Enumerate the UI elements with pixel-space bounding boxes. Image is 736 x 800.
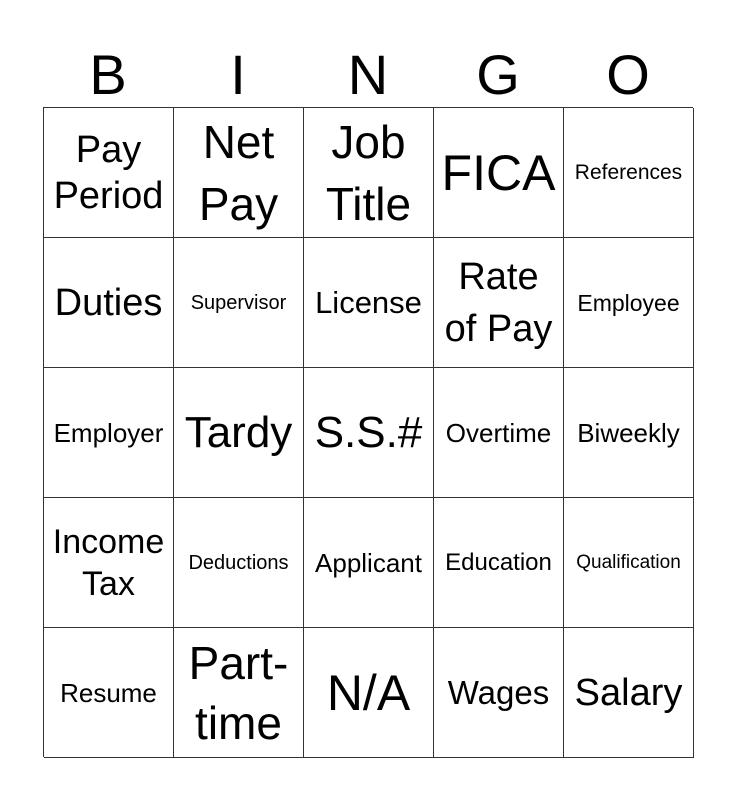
- bingo-cell[interactable]: [44, 498, 174, 628]
- bingo-cell[interactable]: [304, 108, 434, 238]
- bingo-cell[interactable]: [564, 238, 694, 368]
- cell-label: Pay Period: [53, 128, 164, 217]
- cell-label: Overtime: [445, 417, 552, 448]
- bingo-cell[interactable]: [564, 368, 694, 498]
- cell-label: S.S.#: [314, 407, 423, 457]
- bingo-cell[interactable]: [44, 628, 174, 758]
- bingo-cell[interactable]: [434, 108, 564, 238]
- header-letter-o: O: [606, 43, 650, 106]
- bingo-header: [43, 45, 693, 105]
- cell-label: FICA: [441, 144, 556, 201]
- cell-label: Supervisor: [190, 291, 287, 314]
- bingo-cell[interactable]: [174, 628, 304, 758]
- cell-label: Applicant: [315, 547, 422, 578]
- bingo-cell[interactable]: [174, 498, 304, 628]
- bingo-cell[interactable]: [564, 628, 694, 758]
- cell-label: Wages: [447, 673, 550, 711]
- bingo-cell[interactable]: [304, 368, 434, 498]
- bingo-cell[interactable]: [304, 628, 434, 758]
- bingo-cell[interactable]: [434, 628, 564, 758]
- header-letter-i: I: [230, 43, 246, 106]
- bingo-cell[interactable]: [174, 238, 304, 368]
- cell-label: License: [315, 284, 422, 320]
- cell-label: References: [574, 160, 683, 184]
- cell-label: N/A: [326, 664, 411, 721]
- bingo-cell[interactable]: [44, 368, 174, 498]
- cell-label: Resume: [60, 677, 157, 708]
- bingo-cell[interactable]: [564, 108, 694, 238]
- bingo-cell[interactable]: [434, 498, 564, 628]
- cell-label: Rate of Pay: [444, 255, 553, 350]
- header-letter-g: G: [476, 43, 520, 106]
- cell-label: Job Title: [325, 115, 412, 230]
- bingo-cell[interactable]: [304, 238, 434, 368]
- bingo-cell[interactable]: [564, 498, 694, 628]
- cell-label: Biweekly: [577, 417, 680, 448]
- bingo-board: [43, 107, 693, 757]
- header-letter-b: B: [89, 43, 127, 106]
- cell-label: Part- time: [188, 636, 289, 749]
- cell-label: Employer: [53, 417, 164, 448]
- bingo-cell[interactable]: [44, 238, 174, 368]
- cell-label: Income Tax: [52, 522, 165, 603]
- cell-label: Duties: [54, 281, 163, 324]
- cell-label: Tardy: [184, 407, 293, 457]
- header-letter-n: N: [347, 43, 389, 106]
- bingo-cell[interactable]: [174, 368, 304, 498]
- cell-label: Salary: [574, 671, 683, 714]
- cell-label: Net Pay: [198, 115, 279, 230]
- cell-label: Qualification: [576, 551, 681, 573]
- cell-label: Employee: [577, 289, 680, 316]
- bingo-cell[interactable]: [434, 368, 564, 498]
- bingo-cell[interactable]: [174, 108, 304, 238]
- bingo-cell[interactable]: [44, 108, 174, 238]
- cell-label: Deductions: [188, 551, 289, 574]
- cell-label: Education: [445, 548, 552, 576]
- bingo-cell[interactable]: [434, 238, 564, 368]
- bingo-cell[interactable]: [304, 498, 434, 628]
